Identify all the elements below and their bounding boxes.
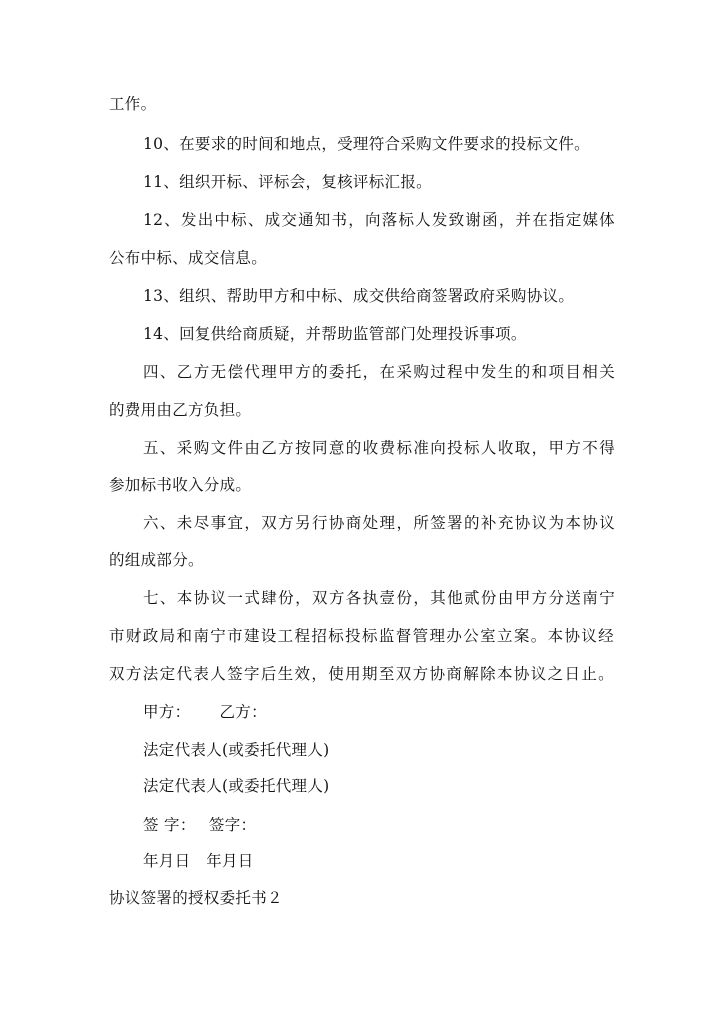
text-line: 的费用由乙方负担。 bbox=[109, 401, 252, 419]
text-line: 六、未尽事宜，双方另行协商处理，所签署的补充协议为本协议 bbox=[143, 514, 615, 532]
text-line: 工作。 bbox=[109, 95, 157, 113]
text-line: 五、采购文件由乙方按同意的收费标准向投标人收取，甲方不得 bbox=[143, 439, 615, 457]
text-line: 公布中标、成交信息。 bbox=[109, 249, 268, 267]
text-line: 12、发出中标、成交通知书，向落标人发致谢函，并在指定媒体 bbox=[143, 211, 615, 229]
text-line: 市财政局和南宁市建设工程招标投标监督管理办公室立案。本协议经 bbox=[109, 627, 614, 645]
signature-labels: 签 字： 签字： bbox=[143, 816, 257, 834]
date-labels: 年月日 年月日 bbox=[143, 852, 254, 870]
signature-party-labels: 甲方： 乙方： bbox=[143, 703, 267, 721]
text-line: 双方法定代表人签字后生效，使用期至双方协商解除本协议之日止。 bbox=[109, 665, 614, 683]
text-line: 参加标书收入分成。 bbox=[109, 476, 252, 494]
text-line: 10、在要求的时间和地点，受理符合采购文件要求的投标文件。 bbox=[143, 135, 590, 153]
text-line: 的组成部分。 bbox=[109, 551, 204, 569]
legal-representative-label: 法定代表人(或委托代理人) bbox=[143, 741, 330, 759]
text-line: 七、本协议一式肆份，双方各执壹份，其他贰份由甲方分送南宁 bbox=[143, 589, 615, 607]
text-line: 13、组织、帮助甲方和中标、成交供给商签署政府采购协议。 bbox=[143, 287, 575, 305]
text-line: 四、乙方无偿代理甲方的委托，在采购过程中发生的和项目相关 bbox=[143, 363, 615, 381]
text-line: 11、组织开标、评标会，复核评标汇报。 bbox=[143, 173, 432, 191]
section-title: 协议签署的授权委托书２ bbox=[109, 889, 283, 907]
legal-representative-label: 法定代表人(或委托代理人) bbox=[143, 777, 330, 795]
text-line: 14、回复供给商质疑，并帮助监管部门处理投诉事项。 bbox=[143, 325, 527, 343]
